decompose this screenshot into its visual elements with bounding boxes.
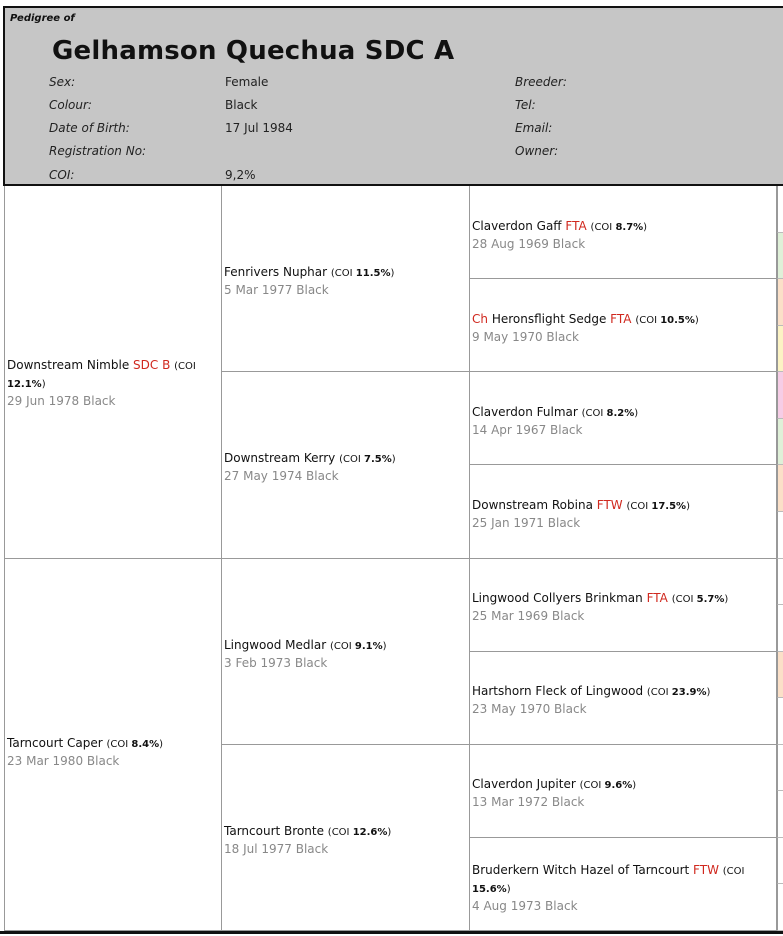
dog-entry (224, 450, 467, 484)
dog-name-link[interactable]: Downstream Kerry (224, 451, 336, 466)
next-generation-cell[interactable] (777, 605, 783, 652)
dog-entry (472, 404, 774, 438)
great-grandparent-cell[interactable] (470, 838, 777, 931)
next-generation-cell[interactable] (777, 186, 783, 233)
dog-coi: (COI 5.7%) (671, 594, 729, 606)
dog-name-link[interactable]: Hartshorn Fleck of Lingwood (472, 684, 644, 699)
dog-details: 25 Jan 1971 Black (472, 515, 581, 530)
dog-coi: (COI 8.7%) (590, 221, 648, 233)
dog-coi: (COI 17.5%) (626, 500, 690, 512)
dog-coi: (COI 10.5%) (635, 314, 699, 326)
dog-name-link[interactable]: Downstream Robina (472, 497, 593, 512)
dog-entry (472, 590, 774, 624)
dog-coi: (COI 12.6%) (327, 826, 392, 838)
next-generation-cell[interactable] (777, 326, 783, 373)
dog-name-link[interactable]: Tarncourt Caper (7, 735, 103, 750)
dog-coi: (COI 8.2%) (581, 407, 639, 419)
dog-name-link[interactable]: Claverdon Gaff (472, 218, 562, 233)
next-generation-cell[interactable] (777, 884, 783, 931)
dog-name-link[interactable]: Claverdon Jupiter (472, 777, 576, 792)
dog-coi: (COI 11.5%) (330, 268, 395, 280)
dog-coi: (COI 9.1%) (329, 640, 387, 652)
next-generation-cell[interactable] (777, 279, 783, 326)
bottom-rule (0, 931, 783, 934)
tel-label: Tel: (515, 98, 536, 112)
next-generation-cell[interactable] (777, 419, 783, 466)
next-generation-cell[interactable] (777, 512, 783, 559)
great-grandparent-cell[interactable] (470, 652, 777, 745)
dog-title: FTA (565, 218, 587, 233)
next-generation-cell[interactable] (777, 372, 783, 419)
next-generation-cell[interactable] (777, 652, 783, 699)
dog-details: 3 Feb 1973 Black (224, 655, 328, 670)
dog-entry (7, 357, 219, 409)
registration-label: Registration No: (49, 144, 147, 158)
breeder-label: Breeder: (515, 75, 567, 89)
dog-coi: (COI 12.1%) (7, 361, 196, 391)
dog-name-link[interactable]: Downstream Nimble (7, 358, 130, 373)
dog-details: 25 Mar 1969 Black (472, 609, 585, 624)
grandparent-cell[interactable] (222, 745, 470, 931)
dog-entry (472, 311, 774, 345)
dog-name-link[interactable]: Lingwood Medlar (224, 637, 327, 652)
next-generation-cell[interactable] (777, 698, 783, 745)
dog-entry (472, 683, 774, 717)
dog-title: FTW (596, 497, 623, 512)
dog-entry (472, 497, 774, 531)
dog-details: 29 Jun 1978 Black (7, 394, 116, 409)
dog-name-link[interactable]: Lingwood Collyers Brinkman (472, 591, 643, 606)
dam-cell[interactable] (4, 559, 222, 932)
dog-entry (472, 776, 774, 810)
dog-title: SDC B (133, 358, 171, 373)
dog-details: 5 Mar 1977 Black (224, 283, 329, 298)
dog-title: FTW (693, 863, 719, 878)
dog-entry (472, 862, 774, 914)
next-generation-cell[interactable] (777, 745, 783, 792)
grandparent-cell[interactable] (222, 186, 470, 372)
dog-details: 4 Aug 1973 Black (472, 899, 578, 914)
next-generation-cell[interactable] (777, 559, 783, 606)
dog-details: 27 May 1974 Black (224, 469, 339, 484)
great-grandparent-cell[interactable] (470, 745, 777, 838)
great-grandparent-cell[interactable] (470, 465, 777, 558)
grandparent-cell[interactable] (222, 559, 470, 745)
pedigree-of-label: Pedigree of (10, 13, 75, 24)
dog-coi: (COI 15.6%) (472, 866, 745, 896)
coi-value: 9,2% (225, 168, 256, 182)
dog-entry (7, 735, 219, 769)
email-label: Email: (515, 121, 553, 135)
dog-entry (472, 218, 774, 252)
sex-value: Female (225, 75, 269, 89)
dog-coi: (COI 8.4%) (106, 738, 164, 750)
next-generation-cell[interactable] (777, 791, 783, 838)
dog-details: 23 Mar 1980 Black (7, 753, 120, 768)
dog-coi: (COI 23.9%) (646, 687, 711, 699)
next-generation-cell[interactable] (777, 465, 783, 512)
dob-label: Date of Birth: (49, 121, 130, 135)
dog-entry (224, 637, 467, 671)
dog-coi: (COI 7.5%) (339, 454, 396, 466)
dog-details: 23 May 1970 Black (472, 702, 587, 717)
great-grandparent-cell[interactable] (470, 186, 777, 279)
dog-name-link[interactable]: Fenrivers Nuphar (224, 265, 328, 280)
sire-cell[interactable] (4, 186, 222, 559)
dog-entry (224, 264, 467, 298)
dog-title: FTA (610, 311, 632, 326)
dog-name-link[interactable]: Heronsflight Sedge (491, 311, 607, 326)
dog-prefix-title: Ch (472, 311, 488, 326)
dog-title: FTA (646, 591, 668, 606)
dog-details: 14 Apr 1967 Black (472, 422, 583, 437)
great-grandparent-cell[interactable] (470, 279, 777, 372)
great-grandparent-cell[interactable] (470, 559, 777, 652)
sex-label: Sex: (49, 75, 76, 89)
next-generation-cell[interactable] (777, 838, 783, 885)
dog-details: 9 May 1970 Black (472, 329, 579, 344)
colour-value: Black (225, 98, 258, 112)
dog-name-link[interactable]: Bruderkern Witch Hazel of Tarncourt (472, 863, 690, 878)
dog-entry (224, 823, 467, 857)
owner-label: Owner: (515, 144, 559, 158)
dog-details: 28 Aug 1969 Black (472, 236, 586, 251)
grandparent-cell[interactable] (222, 372, 470, 558)
colour-label: Colour: (49, 98, 92, 112)
dog-name-link[interactable]: Claverdon Fulmar (472, 404, 578, 419)
next-generation-cell[interactable] (777, 233, 783, 280)
dog-coi: (COI 9.6%) (579, 780, 637, 792)
dog-details: 13 Mar 1972 Black (472, 795, 585, 810)
great-grandparent-cell[interactable] (470, 372, 777, 465)
dog-name-link[interactable]: Tarncourt Bronte (224, 823, 324, 838)
dog-details: 18 Jul 1977 Black (224, 841, 329, 856)
dob-value: 17 Jul 1984 (225, 121, 293, 135)
coi-label: COI: (49, 168, 75, 182)
dog-name: Gelhamson Quechua SDC A (52, 36, 455, 66)
